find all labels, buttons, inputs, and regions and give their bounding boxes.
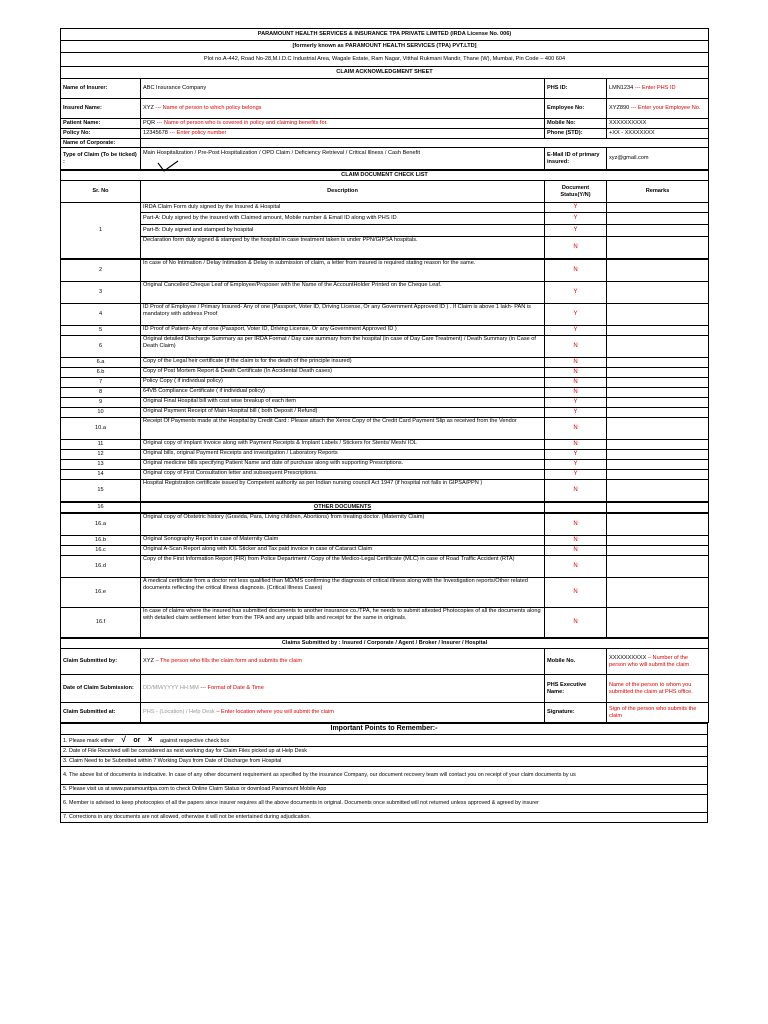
submission-table — [60, 638, 709, 723]
phs-id-field[interactable] — [607, 79, 709, 99]
row-remarks[interactable] — [607, 450, 709, 460]
point-1-or: or — [133, 737, 141, 744]
email-value[interactable]: xyz@gmail.com — [607, 148, 709, 170]
row-status[interactable]: N — [545, 514, 607, 536]
row-description: Original Sonography Report in case of Maternity Claim — [141, 536, 545, 546]
row-remarks[interactable] — [607, 336, 709, 358]
row-status[interactable]: N — [545, 546, 607, 556]
patient-value: PQR — [143, 120, 156, 126]
formerly-known-as: [formerly known as PARAMOUNT HEALTH SERVICES (TPA) PVT.LTD] — [61, 41, 709, 53]
row-srno: 16.e — [61, 578, 141, 608]
row-status[interactable]: N — [545, 237, 607, 259]
points-title: Important Points to Remember:- — [61, 724, 708, 735]
row-remarks[interactable] — [607, 326, 709, 336]
row-srno: 16.d — [61, 556, 141, 578]
row-status[interactable]: N — [545, 480, 607, 502]
row-remarks[interactable] — [607, 388, 709, 398]
row-srno: 15 — [61, 480, 141, 502]
row-remarks[interactable] — [607, 460, 709, 470]
row-remarks[interactable] — [607, 514, 709, 536]
insured-label: Insured Name: — [61, 99, 141, 119]
sub-mobile-field[interactable] — [607, 649, 709, 675]
company-name: PARAMOUNT HEALTH SERVICES & INSURANCE TPA PRIVATE LIMITED (IRDA License No. 006) — [61, 29, 709, 41]
insurer-value[interactable]: ABC Insurance Company — [141, 79, 545, 99]
col-srno: Sr. No — [61, 181, 141, 203]
phone-value[interactable]: +XX - XXXXXXXX — [607, 129, 709, 139]
row-srno: 8 — [61, 388, 141, 398]
row-srno: 10 — [61, 408, 141, 418]
row-status[interactable]: Y — [545, 408, 607, 418]
tick-icon: √ — [121, 735, 126, 744]
point-item: 6. Member is advised to keep photocopies of all the papers since insurer requires all the above documents in original. Documents once submitted will not returned unless approved & agreed by insurer — [61, 794, 708, 812]
corporate-value[interactable] — [141, 139, 709, 148]
row-description: Copy of Post Mortem Report & Death Certificate (In Accidental Death cases) — [141, 368, 545, 378]
row-description: Original Payment Receipt of Main Hospital bill ( both Deposit / Refund) — [141, 408, 545, 418]
policy-label: Policy No: — [61, 129, 141, 139]
claim-acknowledgment-sheet — [60, 28, 708, 823]
row-description: Original detailed Discharge Summary as per IRDA Format / Day care summary from the hospital (in case of Day Care Treatment) / Death Summary (in Case of Death Claim) — [141, 336, 545, 358]
submitted-by-label: Claim Submitted by: — [61, 649, 141, 675]
submission-title: Claims Submitted by : Insured / Corporate / Agent / Broker / Insurer / Hospital — [61, 639, 709, 649]
corporate-label: Name of Corporate: — [61, 139, 141, 148]
row-remarks[interactable] — [607, 536, 709, 546]
phs-id-value: LMN1234 — [609, 85, 634, 91]
row-remarks[interactable] — [607, 546, 709, 556]
row-description: 64VB Compliance Certificate ( if individual policy) — [141, 388, 545, 398]
point-item: 5. Please visit us at www.paramounttpa.com to check Online Claim Status or download Paramount Mobile App — [61, 784, 708, 794]
row-status[interactable]: Y — [545, 326, 607, 336]
row-status[interactable]: Y — [545, 282, 607, 304]
point-1-text-end: against respective check box — [160, 738, 230, 744]
employee-hint: --- Enter your Employee No. — [630, 105, 701, 111]
row-status[interactable]: N — [545, 440, 607, 450]
row-description: A medical certificate from a doctor not less qualified than MD/MS confirming the diagnosis of critical illness along with the Investigation reports/Other related documents reflecting the critical illness diagnosis. (Critical Illness Cases) — [141, 578, 545, 608]
row-status[interactable]: Y — [545, 460, 607, 470]
row-status[interactable]: Y — [545, 470, 607, 480]
row-srno: 16.f — [61, 608, 141, 638]
row-description: Policy Copy ( if individual policy) — [141, 378, 545, 388]
col-remarks: Remarks — [607, 181, 709, 203]
row-srno: 1 — [61, 203, 141, 259]
claim-type-label: Type of Claim (To be ticked) : — [61, 148, 141, 170]
row-status[interactable]: Y — [545, 203, 607, 213]
patient-hint: --- Name of person who is covered in policy and claiming benefits for. — [156, 120, 328, 126]
row-status[interactable]: N — [545, 418, 607, 440]
row-remarks[interactable] — [607, 358, 709, 368]
row-description: Part-A: Duly signed by the insured with Claimed amount, Mobile number & Email ID along with PHS ID — [141, 213, 545, 225]
row-description: In case of claims where the insured has submitted documents to another insurance co./TPA, he needs to submit attested Photocopies of all the documents along with detailed claim settlement letter from the TPA and any unpaid bills and receipt for the same in originals. — [141, 608, 545, 638]
row-description: Original copy of Implant Invoice along with Payment Receipts & Implant Labels / Stickers for Stents/ Mesh/ IOL — [141, 440, 545, 450]
row-srno: 9 — [61, 398, 141, 408]
row-description: Original Final Hospital bill with cost wise breakup of each item — [141, 398, 545, 408]
cross-icon: × — [147, 735, 153, 744]
row-srno: 16.c — [61, 546, 141, 556]
row-description: Declaration form duly signed & stamped by the hospital in case treatment taken is under PPN/GIPSA hospitals. — [141, 237, 545, 259]
submission-date-label: Date of Claim Submission: — [61, 675, 141, 703]
point-item: 2. Date of File Received will be considered as next working day for Claim Files picked up at Help Desk — [61, 746, 708, 756]
employee-value: XYZ890 — [609, 105, 630, 111]
row-status[interactable]: N — [545, 608, 607, 638]
row-status[interactable]: N — [545, 358, 607, 368]
submitted-at-hint: – Enter location where you will submit the claim — [216, 709, 334, 715]
row-remarks[interactable] — [607, 260, 709, 282]
important-points — [60, 723, 708, 823]
header-table — [60, 28, 709, 170]
insured-value: XYZ — [143, 105, 154, 111]
point-item: 7. Corrections in any documents are not allowed, otherwise it will not be entertained during adjudication. — [61, 812, 708, 822]
sub-mobile-hint: – Number of the person who will submit the claim — [609, 654, 690, 668]
signature-field[interactable]: Sign of the person who submits the claim — [607, 703, 709, 723]
patient-label: Patient Name: — [61, 119, 141, 129]
other-documents-title: OTHER DOCUMENTS — [141, 503, 545, 513]
signature-label: Signature: — [545, 703, 607, 723]
checklist-table — [60, 170, 709, 259]
row-status[interactable]: Y — [545, 225, 607, 237]
email-label: E-Mail ID of primary insured: — [545, 148, 607, 170]
row-description: Original Cancelled Cheque Leaf of Employee/Proposer with the Name of the AccountHolder Printed on the Cheque Leaf. — [141, 282, 545, 304]
row-status[interactable]: Y — [545, 304, 607, 326]
col-status: Document Status(Y/N) — [545, 181, 607, 203]
row-remarks[interactable] — [607, 304, 709, 326]
row-srno: 6 — [61, 336, 141, 358]
patient-field[interactable] — [141, 119, 545, 129]
policy-field[interactable] — [141, 129, 545, 139]
row-status[interactable]: N — [545, 578, 607, 608]
sub-mobile-label: Mobile No. — [545, 649, 607, 675]
row-srno: 16.a — [61, 514, 141, 536]
row-srno: 7 — [61, 378, 141, 388]
submitted-by-value: XYZ — [143, 658, 154, 664]
point-1-text: 1. Please mark either — [63, 738, 114, 744]
other-rows — [60, 513, 709, 638]
employee-field[interactable] — [607, 99, 709, 119]
row-remarks[interactable] — [607, 203, 709, 213]
row-srno: 4 — [61, 304, 141, 326]
row-remarks[interactable] — [607, 578, 709, 608]
row-srno: 11 — [61, 440, 141, 450]
submitted-by-hint: – The person who fills the claim form and submits the claim — [155, 658, 303, 664]
row-status[interactable]: N — [545, 378, 607, 388]
row-status[interactable]: Y — [545, 213, 607, 225]
insured-hint: --- Name of person to which policy belongs — [155, 105, 262, 111]
insured-field[interactable] — [141, 99, 545, 119]
row-remarks[interactable] — [607, 225, 709, 237]
row-remarks[interactable] — [607, 470, 709, 480]
point-item: 4. The above list of documents is indicative. In case of any other document requirement as specified by the insurance Company, our document recovery team will contact you on receipt of your claim documents by us — [61, 766, 708, 784]
phs-id-label: PHS ID: — [545, 79, 607, 99]
phs-id-hint: --- Enter PHS ID — [634, 85, 676, 91]
mobile-value[interactable]: XXXXXXXXXX — [607, 119, 709, 129]
row-description: Copy of the First Information Report (FIR) from Police Department / Copy of the Medico-Legal Certificate (MLC) in case of Road Traffic Accident (RTA) — [141, 556, 545, 578]
row-srno: 5 — [61, 326, 141, 336]
submitted-at-field[interactable] — [141, 703, 545, 723]
row-remarks[interactable] — [607, 282, 709, 304]
row-remarks[interactable] — [607, 398, 709, 408]
submitted-at-value: PHS - (Location) / Help Desk — [143, 709, 215, 715]
row-remarks[interactable] — [607, 418, 709, 440]
sheet-title: CLAIM ACKNOWLEDGMENT SHEET — [61, 67, 709, 79]
row-description: Part-B: Duly signed and stamped by hospital — [141, 225, 545, 237]
point-1 — [61, 735, 708, 747]
row-status[interactable]: Y — [545, 398, 607, 408]
row-remarks[interactable] — [607, 378, 709, 388]
mobile-label: Mobile No: — [545, 119, 607, 129]
row-remarks[interactable] — [607, 368, 709, 378]
insurer-label: Name of Insurer: — [61, 79, 141, 99]
row-status[interactable]: Y — [545, 450, 607, 460]
row-description: ID Proof of Patient- Any of one (Passport, Voter ID, Driving License, Or any Government Approved ID ) — [141, 326, 545, 336]
row-remarks[interactable] — [607, 556, 709, 578]
row-status[interactable]: N — [545, 556, 607, 578]
employee-label: Employee No: — [545, 99, 607, 119]
row-description: Copy of the Legal heir certificate (if the claim is for the death of the principle insured) — [141, 358, 545, 368]
row-srno: 2 — [61, 260, 141, 282]
row-status[interactable]: N — [545, 260, 607, 282]
row-status[interactable]: N — [545, 336, 607, 358]
submission-date-value: DD/MM/YYYY HH:MM — [143, 685, 199, 691]
row-status[interactable]: N — [545, 536, 607, 546]
executive-label: PHS Executive Name: — [545, 675, 607, 703]
row-srno: 14 — [61, 470, 141, 480]
row-description: Hospital Registration certificate issued by Competent authority as per Indian nursing council Act 1947 (if hospital not falls in GIPSA/PPN ) — [141, 480, 545, 502]
checklist-title: CLAIM DOCUMENT CHECK LIST — [61, 171, 709, 181]
sub-mobile-value: XXXXXXXXXX — [609, 654, 647, 661]
row-description: Receipt Of Payments made at the Hospital by Credit Card : Please attach the Xerox Copy of the Credit Card Payment Slip as received from the Vendor — [141, 418, 545, 440]
empty-cell — [545, 503, 607, 513]
submission-date-hint: --- Format of Date & Time — [200, 685, 264, 691]
row-status[interactable]: N — [545, 368, 607, 378]
row-description: ID Proof of Employee / Primary Insured- Any of one (Passport, Voter ID, Driving License, Or any Government Approved ID ) . If Claim is above 1 lakh- PAN is mandatory with address Proof — [141, 304, 545, 326]
submission-date-field[interactable] — [141, 675, 545, 703]
claim-type-options[interactable]: Main Hospitalization / Pre-Post Hospitalization / OPD Claim / Deficiency Retrieval / Critical Illness / Cash Benefit — [141, 148, 545, 170]
row-remarks[interactable] — [607, 213, 709, 225]
checklist-rows — [60, 259, 709, 502]
policy-hint: --- Enter policy number — [169, 130, 227, 136]
row-srno: 13 — [61, 460, 141, 470]
row-srno: 3 — [61, 282, 141, 304]
row-srno: 12 — [61, 450, 141, 460]
checkmark-icon — [156, 159, 180, 173]
row-remarks[interactable] — [607, 480, 709, 502]
row-remarks[interactable] — [607, 608, 709, 638]
row-status[interactable]: N — [545, 388, 607, 398]
row-description: Original copy of Obstetric history (Gravida, Para, Living children, Abortions) from treating doctor. (Maternity Claim) — [141, 514, 545, 536]
policy-value: 12345678 — [143, 130, 168, 136]
empty-cell — [607, 503, 709, 513]
other-documents-header — [60, 502, 709, 513]
row-description: Original bills, original Payment Receipts and investigation / Laboratory Reports — [141, 450, 545, 460]
row-srno: 10.a — [61, 418, 141, 440]
point-item: 3. Claim Need to be Submitted within 7 Working Days from Date of Discharge from Hospital — [61, 756, 708, 766]
row-remarks[interactable] — [607, 440, 709, 450]
row-remarks[interactable] — [607, 408, 709, 418]
row-description: In case of No Intimation / Delay Intimation & Delay in submission of claim, a letter from insured is required stating reason for the same. — [141, 260, 545, 282]
submitted-by-field[interactable] — [141, 649, 545, 675]
row-srno: 6.b — [61, 368, 141, 378]
row-description: Original medicine bills specifying Patient Name and date of purchase along with supporting Prescriptions. — [141, 460, 545, 470]
row-srno: 16.b — [61, 536, 141, 546]
phone-label: Phone (STD): — [545, 129, 607, 139]
row-remarks[interactable] — [607, 237, 709, 259]
submitted-at-label: Claim Submitted at: — [61, 703, 141, 723]
row-description: IRDA Claim Form duly signed by the Insured & Hospital — [141, 203, 545, 213]
col-description: Description — [141, 181, 545, 203]
row-description: Original copy of First Consultation letter and subsequent Prescriptions. — [141, 470, 545, 480]
other-srno: 16 — [61, 503, 141, 513]
company-address: Plot no.A-442, Road No-28,M.I.D.C Industrial Area, Wagale Estate, Ram Nagar, Vitthal Rukmani Mandir, Thane (W), Mumbai, Pin Code – 400 604 — [61, 53, 709, 67]
executive-field[interactable]: Name of the person to whom you submitted the claim at PHS office. — [607, 675, 709, 703]
row-description: Original A-Scan Report along with IOL Sticker and Tax paid invoice in case of Cataract Claim — [141, 546, 545, 556]
row-srno: 6.a — [61, 358, 141, 368]
